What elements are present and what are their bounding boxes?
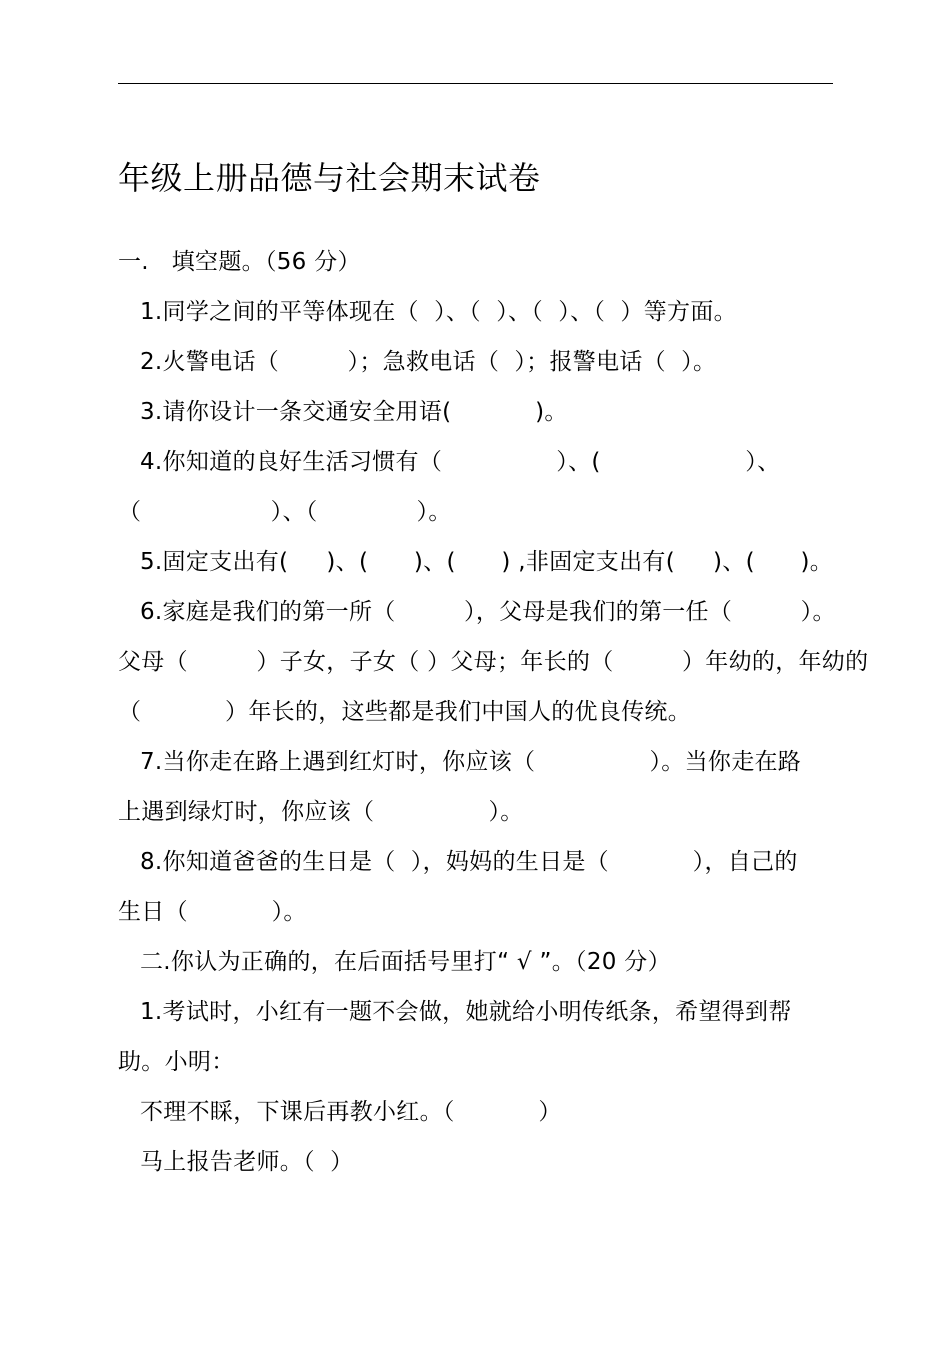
section-heading-true-false: 二.你认为正确的，在后面括号里打“ √ ”。（20 分）	[140, 949, 671, 975]
page-title: 年级上册品德与社会期末试卷	[118, 159, 541, 197]
question-1-7: 7.当你走在路上遇到红灯时，你应该（ ）。当你走在路	[140, 749, 802, 775]
question-1-3: 3.请你设计一条交通安全用语( )。	[140, 399, 568, 425]
question-1-6: 6.家庭是我们的第一所（ ），父母是我们的第一任（ ）。	[140, 599, 836, 625]
question-1-4: 4.你知道的良好生活习惯有（ ）、( ）、	[140, 449, 781, 475]
question-1-5: 5.固定支出有( )、( )、( ) ,非固定支出有( )、( )。	[140, 549, 834, 575]
question-1-2: 2.火警电话（ ）；急救电话（ ）；报警电话（ ）。	[140, 349, 717, 375]
section-heading-fill-blank: 一. 填空题。（56 分）	[118, 249, 361, 275]
question-1-8: 8.你知道爸爸的生日是（ ），妈妈的生日是（ ），自己的	[140, 849, 798, 875]
question-1-1: 1.同学之间的平等体现在（ ）、（ ）、（ ）、（ ）等方面。	[140, 299, 737, 325]
question-2-1-cont: 助。小明：	[118, 1049, 235, 1075]
question-2-1-option-b: 马上报告老师。（ ）	[140, 1149, 354, 1175]
question-2-1: 1.考试时，小红有一题不会做，她就给小明传纸条，希望得到帮	[140, 999, 792, 1025]
question-1-6-cont-1: 父母（ ）子女，子女（ ）父母；年长的（ ）年幼的，年幼的	[118, 649, 869, 675]
question-1-8-cont: 生日（ ）。	[118, 899, 307, 925]
question-2-1-option-a: 不理不睬，下课后再教小红。（ ）	[140, 1099, 562, 1125]
question-1-7-cont: 上遇到绿灯时，你应该（ ）。	[118, 799, 524, 825]
header-rule	[118, 83, 833, 84]
question-1-4-cont: （ ）、（ ）。	[118, 499, 452, 525]
question-1-6-cont-2: （ ）年长的，这些都是我们中国人的优良传统。	[118, 699, 692, 725]
